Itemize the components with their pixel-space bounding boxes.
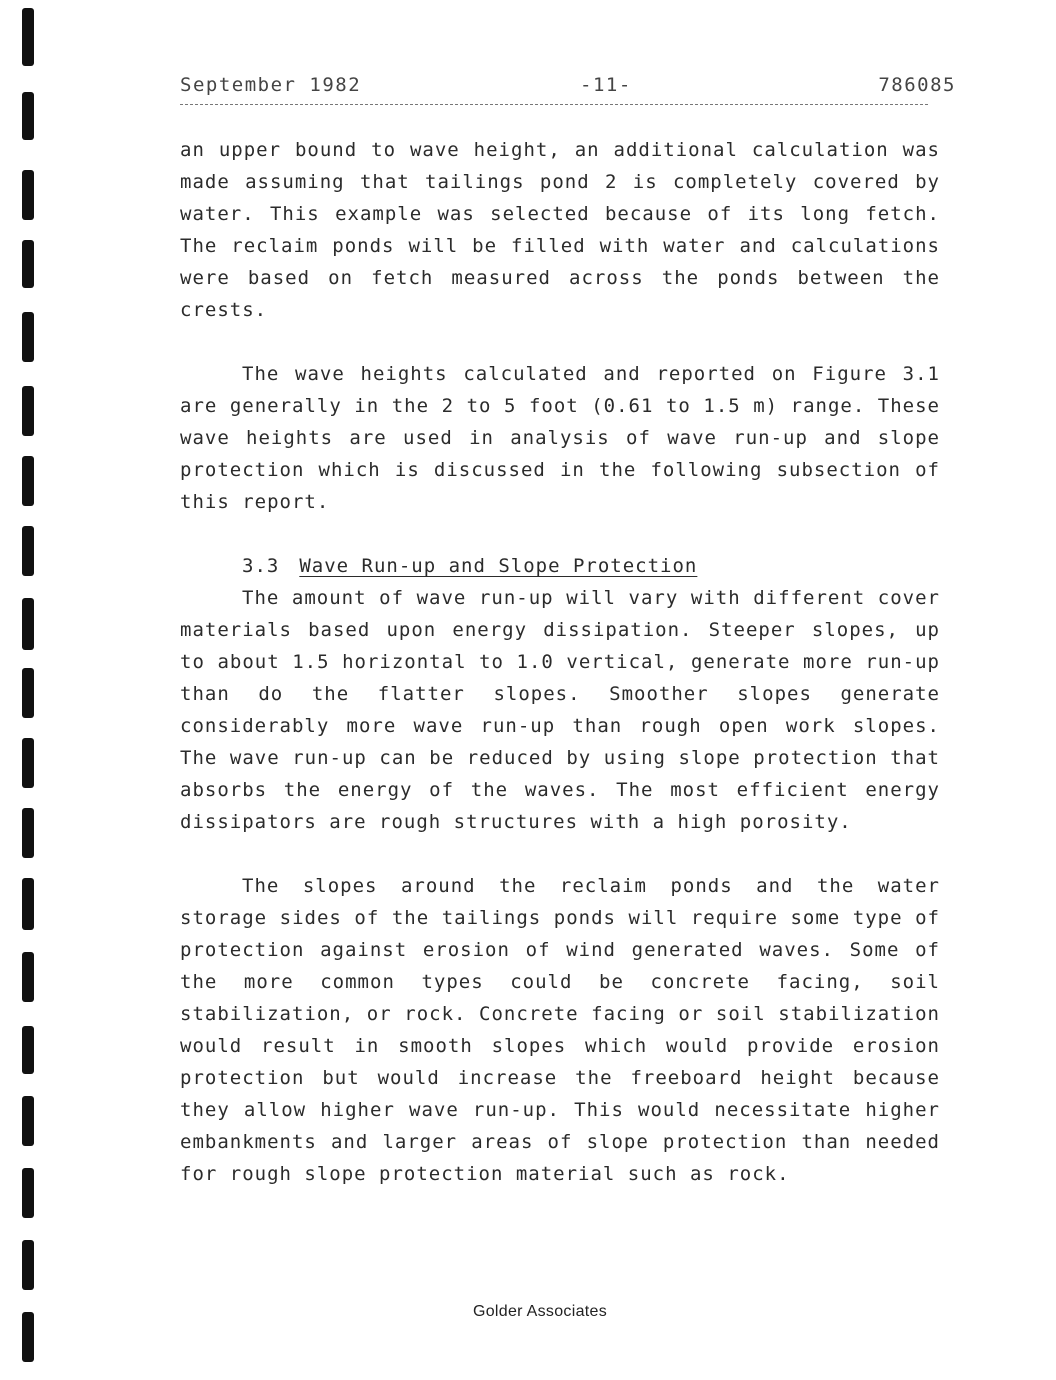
- binder-mark: [22, 526, 34, 576]
- binder-hole-marks: [0, 0, 40, 1380]
- binder-mark: [22, 240, 34, 288]
- header-document-number: 786085: [878, 74, 956, 96]
- binder-mark: [22, 668, 34, 718]
- header-page-number: -11-: [580, 74, 632, 96]
- body-paragraph: The amount of wave run-up will vary with different cover materials based upon energy dissipation. Steeper slopes, up to about 1.5 horizontal to 1.0 vertical, generate more run-up than do the flatter slopes. Smoother slopes generate considerably more wave run-up than rough open work slopes. The wave run-up can be reduced by using slope protection that absorbs the energy of the waves. The most efficient energy dissipators are rough structures with a high porosity.: [180, 587, 940, 833]
- binder-mark: [22, 1096, 34, 1146]
- document-body: [180, 134, 940, 1222]
- section-title: Wave Run-up and Slope Protection: [299, 555, 698, 577]
- body-paragraph: The wave heights calculated and reported on Figure 3.1 are generally in the 2 to 5 foot (0.61 to 1.5 m) range. These wave heights are used in analysis of wave run-up and slope protection which is discussed in the following subsection of this report.: [180, 363, 940, 513]
- section-heading: [180, 550, 940, 582]
- section-number: 3.3: [242, 555, 280, 577]
- binder-mark: [22, 92, 34, 140]
- header-date: September 1982: [180, 74, 362, 96]
- binder-mark: [22, 386, 34, 436]
- binder-mark: [22, 1240, 34, 1290]
- binder-mark: [22, 170, 34, 220]
- binder-mark: [22, 878, 34, 930]
- binder-mark: [22, 598, 34, 650]
- body-paragraph: an upper bound to wave height, an additional calculation was made assuming that tailings pond 2 is completely covered by water. This example was selected because of its long fetch. The reclaim ponds will be filled with water and calculations were based on fetch measured across the ponds between the crests.: [180, 139, 940, 321]
- binder-mark: [22, 1026, 34, 1074]
- binder-mark: [22, 808, 34, 858]
- body-paragraph: The slopes around the reclaim ponds and the water storage sides of the tailings ponds will require some type of protection against erosion of wind generated waves. Some of the more common types could be concrete facing, soil stabilization, or rock. Concrete facing or soil stabilization would result in smooth slopes which would provide erosion protection but would increase the freeboard height because they allow higher wave run-up. This would necessitate higher embankments and larger areas of slope protection than needed for rough slope protection material such as rock.: [180, 875, 940, 1185]
- binder-mark: [22, 8, 34, 66]
- binder-mark: [22, 312, 34, 362]
- header-rule: [180, 104, 928, 105]
- footer-company: Golder Associates: [472, 1303, 608, 1320]
- binder-mark: [22, 1168, 34, 1218]
- binder-mark: [22, 738, 34, 788]
- binder-mark: [22, 456, 34, 506]
- page-header: [180, 74, 956, 100]
- binder-mark: [22, 952, 34, 1002]
